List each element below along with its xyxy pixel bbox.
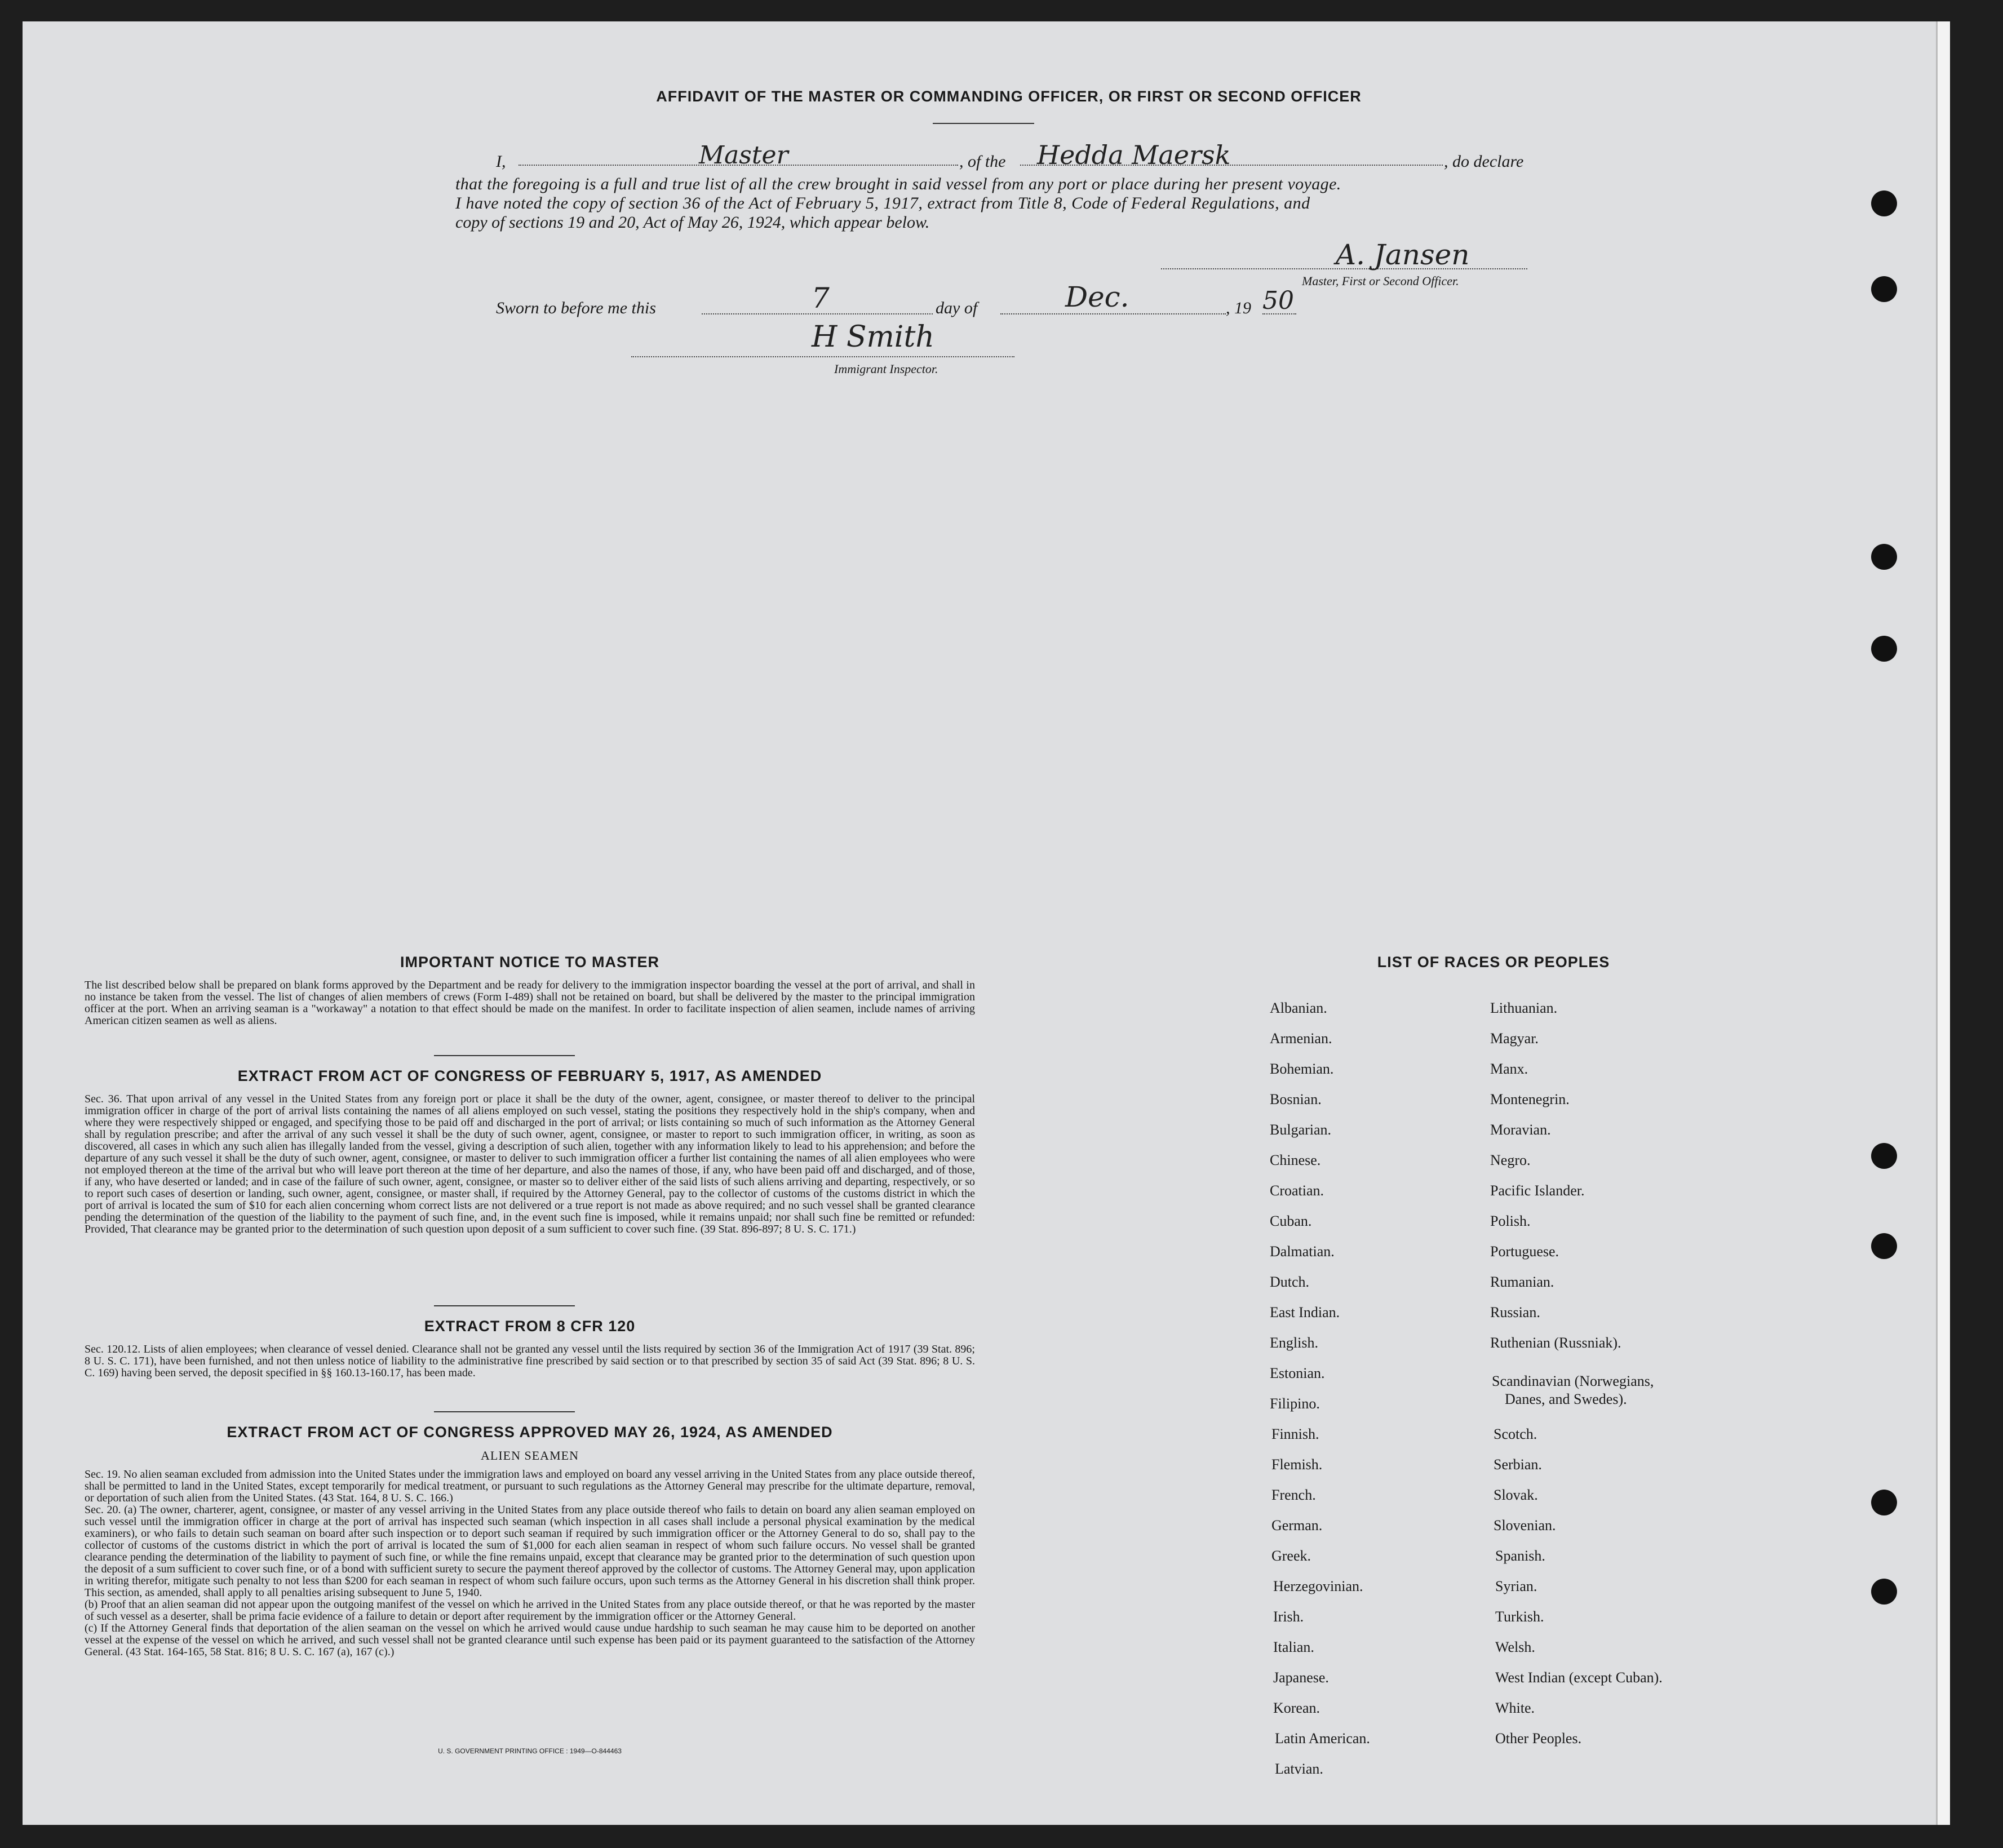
sec-20c-text: (c) If the Attorney General finds that deportation of the alien seaman on the vessel on which he arrived would cause undue hardship to such seaman he may cause him to be deported on another vessel at the expense of the vessel on which he arrived, and such vessel shall not be granted clearance until such expense has been paid or its payment guaranteed to the satisfaction of the Attorney General. (43 Stat. 164-165, 58 Stat. 816; 8 U. S. C. 167 (a), 167 (c).)	[85, 1622, 975, 1658]
punch-hole	[1871, 1579, 1897, 1605]
divider	[434, 1055, 575, 1056]
race-item: French.	[1271, 1487, 1316, 1503]
race-item: East Indian.	[1270, 1304, 1340, 1320]
race-item: Other Peoples.	[1495, 1730, 1582, 1747]
race-item: German.	[1271, 1517, 1323, 1534]
race-item: Turkish.	[1495, 1608, 1544, 1625]
day-of-label: day of	[936, 299, 978, 317]
race-item: Cuban.	[1270, 1213, 1312, 1229]
affidavit-body-line1: that the foregoing is a full and true list of all the crew brought in said vessel from any port or place during her present voyage.	[455, 175, 1341, 193]
month-fill-line	[1000, 313, 1226, 314]
sec-20a-text: Sec. 20. (a) The owner, charterer, agent, consignee, or master of any vessel arriving in the United States from any place outside thereof who fails to detain on board any alien seaman employed on such vessel until the immigration officer in charge at the port of arrival has inspected such seaman (which inspection in all cases shall include a personal physical examination by the medical examiners), or who fails to detain such seaman on board after such inspection or to deport such seaman if required by such immigration officer or the Attorney General to do so, shall pay to the collector of customs of the customs district in which the port of arrival is located the sum of $1,000 for each alien seaman in respect of whom such failure occurs. No vessel shall be granted clearance pending the determination of the liability to payment of such fine, or while the fine remains unpaid, except that clearance may be granted prior to the determination of such question upon the deposit of a sum sufficient to cover such fine, or of a bond with sufficient surety to secure the payment thereof approved by the collector of customs. The Attorney General may, upon application in writing therefor, mitigate such penalty to not less than $200 for each seaman in respect of whom such failure occurs, upon such terms as the Attorney General in his discretion shall think proper. This section, as amended, shall apply to all penalties arising subsequent to June 5, 1940.	[85, 1504, 975, 1599]
vessel-name: Hedda Maersk	[1037, 140, 1231, 170]
race-item: Filipino.	[1270, 1395, 1320, 1412]
race-item: Syrian.	[1495, 1578, 1537, 1594]
punch-hole	[1871, 636, 1897, 662]
affidavit-body-line3: copy of sections 19 and 20, Act of May 26, 1924, which appear below.	[455, 213, 930, 232]
race-item: Moravian.	[1490, 1122, 1551, 1138]
race-item: Slovenian.	[1494, 1517, 1556, 1534]
do-declare-label: , do declare	[1444, 152, 1524, 171]
inspector-caption: Immigrant Inspector.	[834, 362, 938, 376]
race-item: Herzegovinian.	[1273, 1578, 1363, 1594]
notice-text: The list described below shall be prepared on blank forms approved by the Department and be ready for delivery to the immigration inspector boarding the vessel at the port of arrival, and shall in no instance be taken from the vessel. The list of changes of alien members of crews (Form I-489) shall not be retained on board, but shall be delivered by the master to the principal immigration officer at the port. When an arriving seaman is a "workaway" a notation to that effect should be made on the manifest. In order to facilitate inspection of alien seamen, include names of arriving American citizen seamen as well as aliens.	[85, 979, 975, 1027]
race-item: English.	[1270, 1335, 1318, 1351]
form-page	[23, 21, 1950, 1825]
divider	[434, 1305, 575, 1306]
year-value: 50	[1262, 286, 1294, 315]
race-item: Korean.	[1273, 1700, 1320, 1716]
extract-cfr-title: EXTRACT FROM 8 CFR 120	[424, 1318, 636, 1335]
punch-hole	[1871, 276, 1897, 302]
race-item: Lithuanian.	[1490, 1000, 1558, 1016]
title-divider	[933, 123, 1034, 124]
race-item: Scandinavian (Norwegians,	[1492, 1373, 1654, 1389]
race-item: Rumanian.	[1490, 1274, 1554, 1290]
race-item: Serbian.	[1494, 1456, 1542, 1473]
race-item: Albanian.	[1270, 1000, 1327, 1016]
race-item: Bulgarian.	[1270, 1122, 1332, 1138]
month-value: Dec.	[1065, 281, 1129, 313]
race-item: Latin American.	[1275, 1730, 1370, 1747]
of-the-label: , of the	[959, 152, 1006, 171]
race-item: Irish.	[1273, 1608, 1304, 1625]
sec-19-text: Sec. 19. No alien seaman excluded from admission into the United States under the immigration laws and employed on board any vessel arriving in the United States from any place outside thereof, shall be permitted to land in the United States, except temporarily for medical treatment, or pursuant to such regulations as the Attorney General may prescribe for the ultimate departure, removal, or deportation of such alien from the United States. (43 Stat. 164, 8 U. S. C. 166.)	[85, 1468, 975, 1504]
race-item: Chinese.	[1270, 1152, 1321, 1168]
notice-title: IMPORTANT NOTICE TO MASTER	[400, 954, 659, 970]
inspector-signature: H Smith	[812, 320, 934, 354]
officer-caption: Master, First or Second Officer.	[1302, 274, 1459, 288]
race-item: Magyar.	[1490, 1030, 1539, 1047]
sec-20b-text: (b) Proof that an alien seaman did not appear upon the outgoing manifest of the vessel on which he arrived in the United States from any place outside thereof, or that he was reported by the master of such vessel as a deserter, shall be prima facie evidence of a failure to detain or deport after requirement by the immigration officer or the Attorney General.	[85, 1598, 975, 1623]
affidavit-body-line2: I have noted the copy of section 36 of the Act of February 5, 1917, extract from Title 8, Code of Federal Regulations, and	[455, 194, 1310, 212]
race-item: Ruthenian (Russniak).	[1490, 1335, 1621, 1351]
extract-1917-text: Sec. 36. That upon arrival of any vessel in the United States from any foreign port or place it shall be the duty of the owner, agent, consignee, or master thereof to deliver to the principal immigration officer in charge of the port of arrival lists containing the names of all aliens employed on such vessel, stating the positions they respectively hold in the ship's company, when and where they were respectively shipped or engaged, and specifying those to be paid off and discharged in the port of arrival; or lists containing so much of such information as the Attorney General shall by regulation prescribe; and after the arrival of any such vessel it shall be the duty of such owner, agent, consignee, or master to report to such immigration officer, in writing, as soon as discovered, all cases in which any such alien has illegally landed from the vessel, giving a description of such alien, together with any information likely to lead to his apprehension; and before the departure of any such vessel it shall be the duty of such owner, agent, consignee, or master to deliver to such immigration officer a further list containing the names of all alien employees who were not employed thereon at the time of the arrival but who will leave port thereon at the time of her departure, and also the names of those, if any, who have been paid off and discharged, and of those, if any, who have deserted or landed; and in case of the failure of such owner, agent, consignee, or master so to deliver either of the said lists of such aliens arriving and departing, respectively, or so to report such cases of desertion or landing, such owner, agent, consignee, or master shall, if required by the Attorney General, pay to the collector of customs of the customs district in which the port of arrival is located the sum of $10 for each alien concerning whom correct lists are not delivered or a true report is not made as above required; and no such vessel shall be granted clearance pending the determination of the question of the liability to the payment of such fine, and, in the event such fine is imposed, while it remains unpaid; nor shall such fine be remitted or refunded: Provided, That clearance may be granted prior to the determination of such question upon deposit of a sum sufficient to cover such fine. (39 Stat. 896-897; 8 U. S. C. 171.)	[85, 1093, 975, 1235]
race-item: Spanish.	[1495, 1548, 1545, 1564]
races-title: LIST OF RACES OR PEOPLES	[1377, 954, 1610, 970]
race-item: Pacific Islander.	[1490, 1182, 1585, 1199]
race-item: Danes, and Swedes).	[1505, 1391, 1627, 1407]
race-item: Bohemian.	[1270, 1061, 1334, 1077]
race-item: Montenegrin.	[1490, 1091, 1570, 1107]
race-item: Finnish.	[1271, 1426, 1319, 1442]
affidavit-title: AFFIDAVIT OF THE MASTER OR COMMANDING OFFICER, OR FIRST OR SECOND OFFICER	[656, 88, 1362, 105]
i-label: I,	[496, 152, 506, 171]
race-item: Negro.	[1490, 1152, 1531, 1168]
extract-1924-subtitle: ALIEN SEAMEN	[481, 1448, 579, 1463]
race-item: Manx.	[1490, 1061, 1528, 1077]
race-item: Bosnian.	[1270, 1091, 1322, 1107]
divider	[434, 1411, 575, 1412]
punch-hole	[1871, 544, 1897, 570]
race-item: White.	[1495, 1700, 1535, 1716]
race-item: Japanese.	[1273, 1669, 1329, 1686]
race-item: Russian.	[1490, 1304, 1540, 1320]
gpo-imprint: U. S. GOVERNMENT PRINTING OFFICE : 1949—O-844463	[438, 1747, 622, 1755]
year-prefix: , 19	[1226, 299, 1251, 317]
punch-hole	[1871, 1490, 1897, 1515]
extract-1924-title: EXTRACT FROM ACT OF CONGRESS APPROVED MAY 26, 1924, AS AMENDED	[227, 1424, 833, 1441]
race-item: Estonian.	[1270, 1365, 1325, 1381]
race-item: Dutch.	[1270, 1274, 1310, 1290]
extract-cfr-text: Sec. 120.12. Lists of alien employees; when clearance of vessel denied. Clearance shall not be granted any vessel until the lists required by section 36 of the Immigration Act of 1917 (39 Stat. 896; 8 U. S. C. 171), have been furnished, and not then unless notice of liability to the administrative fine prescribed by said section or to that prescribed by section 35 of said Act (39 Stat. 896; 8 U. S. C. 169) having been served, the deposit specified in §§ 160.13-160.17, has been made.	[85, 1343, 975, 1379]
race-item: Flemish.	[1271, 1456, 1323, 1473]
race-item: Scotch.	[1494, 1426, 1537, 1442]
race-item: Greek.	[1271, 1548, 1311, 1564]
race-item: Slovak.	[1494, 1487, 1538, 1503]
race-item: West Indian (except Cuban).	[1495, 1669, 1663, 1686]
extract-1924-body	[85, 1469, 975, 1658]
race-item: Croatian.	[1270, 1182, 1324, 1199]
sworn-label: Sworn to before me this	[496, 299, 656, 317]
race-item: Italian.	[1273, 1639, 1314, 1655]
punch-hole	[1871, 190, 1897, 216]
race-item: Polish.	[1490, 1213, 1531, 1229]
race-item: Armenian.	[1270, 1030, 1332, 1047]
day-value: 7	[812, 282, 830, 314]
inspector-signature-line	[631, 356, 1014, 357]
punch-hole	[1871, 1143, 1897, 1169]
page-edge	[1936, 21, 1950, 1825]
punch-hole	[1871, 1233, 1897, 1259]
race-item: Latvian.	[1275, 1761, 1323, 1777]
race-item: Portuguese.	[1490, 1243, 1559, 1260]
race-item: Welsh.	[1495, 1639, 1535, 1655]
rank-value: Master	[699, 141, 788, 170]
race-item: Dalmatian.	[1270, 1243, 1335, 1260]
officer-signature: A. Jansen	[1336, 238, 1470, 271]
extract-1917-title: EXTRACT FROM ACT OF CONGRESS OF FEBRUARY 5, 1917, AS AMENDED	[237, 1067, 822, 1084]
